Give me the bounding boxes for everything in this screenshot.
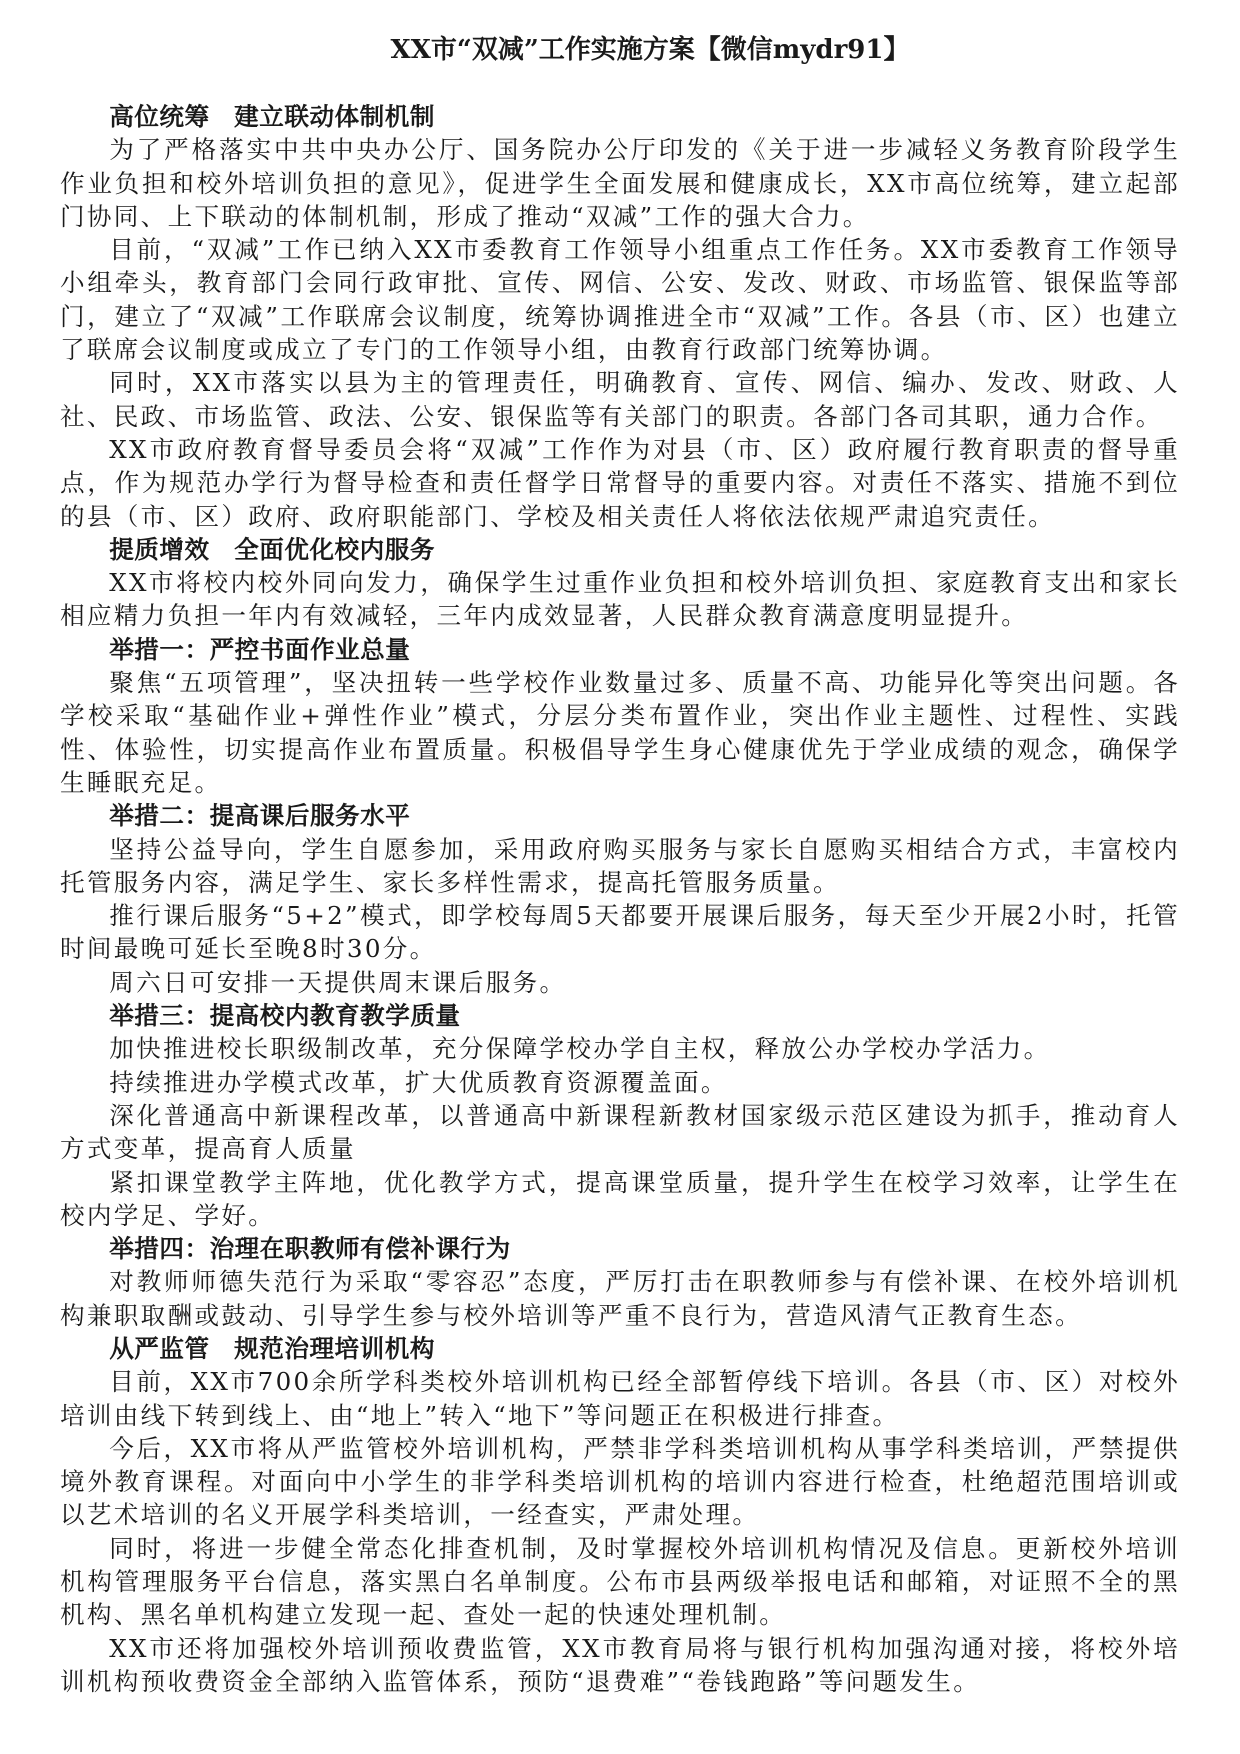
paragraph: 为了严格落实中共中央办公厅、国务院办公厅印发的《关于进一步减轻义务教育阶段学生作业负担和校外培训负担的意见》，促进学生全面发展和健康成长，XX市高位统筹，建立起部门协同、上下联动的体制机制，形成了推动“双减”工作的强大合力。 xyxy=(60,135,1180,231)
paragraph: 推行课后服务“5+2”模式，即学校每周5天都要开展课后服务，每天至少开展2小时，托管时间最晚可延长至晚8时30分。 xyxy=(60,901,1180,964)
paragraph: 对教师师德失范行为采取“零容忍”态度，严厉打击在职教师参与有偿补课、在校外培训机构兼职取酬或鼓动、引导学生参与校外培训等严重不良行为，营造风清气正教育生态。 xyxy=(60,1267,1180,1330)
paragraph: 目前，“双减”工作已纳入XX市委教育工作领导小组重点工作任务。XX市委教育工作领导小组牵头，教育部门会同行政审批、宣传、网信、公安、发改、财政、市场监管、银保监等部门，建立了“双减”工作联席会议制度，统筹协调推进全市“双减”工作。各县（市、区）也建立了联席会议制度或成立了专门的工作领导小组，由教育行政部门统筹协调。 xyxy=(60,235,1180,365)
paragraph: 聚焦“五项管理”，坚决扭转一些学校作业数量过多、质量不高、功能异化等突出问题。各学校采取“基础作业+弹性作业”模式，分层分类布置作业，突出作业主题性、过程性、实践性、体验性，切实提高作业布置质量。积极倡导学生身心健康优先于学业成绩的观念，确保学生睡眠充足。 xyxy=(60,668,1180,797)
paragraph: XX市将校内校外同向发力，确保学生过重作业负担和校外培训负担、家庭教育支出和家长相应精力负担一年内有效减轻，三年内成效显著，人民群众教育满意度明显提升。 xyxy=(60,568,1180,631)
paragraph: 深化普通高中新课程改革，以普通高中新课程新教材国家级示范区建设为抓手，推动育人方式变革，提高育人质量 xyxy=(60,1100,1180,1164)
paragraph: 同时，XX市落实以县为主的管理责任，明确教育、宣传、网信、编办、发改、财政、人社、民政、市场监管、政法、公安、银保监等有关部门的职责。各部门各司其职，通力合作。 xyxy=(60,368,1180,431)
paragraph: XX市还将加强校外培训预收费监管，XX市教育局将与银行机构加强沟通对接，将校外培训机构预收费资金全部纳入监管体系，预防“退费难”“卷钱跑路”等问题发生。 xyxy=(60,1633,1180,1696)
paragraph: 紧扣课堂教学主阵地，优化教学方式，提高课堂质量，提升学生在校学习效率，让学生在校内学足、学好。 xyxy=(60,1167,1180,1230)
heading-part-b: 建立联动体制机制 xyxy=(234,102,435,131)
measure-heading-2: 举措二：提高课后服务水平 xyxy=(109,801,411,831)
paragraph: 持续推进办学模式改革，扩大优质教育资源覆盖面。 xyxy=(109,1067,728,1097)
section-heading-3 xyxy=(60,1332,1180,1365)
section-heading-1 xyxy=(60,100,1180,133)
heading-part-b: 全面优化校内服务 xyxy=(234,534,435,564)
measure-heading-1: 举措一：严控书面作业总量 xyxy=(109,634,411,664)
document-page xyxy=(60,32,1180,1698)
measure-heading-3: 举措三：提高校内教育教学质量 xyxy=(109,1001,461,1031)
paragraph: 加快推进校长职级制改革，充分保障学校办学自主权，释放公办学校办学活力。 xyxy=(109,1034,1051,1064)
heading-part-b: 规范治理培训机构 xyxy=(234,1333,435,1363)
paragraph: 同时，将进一步健全常态化排查机制，及时掌握校外培训机构情况及信息。更新校外培训机构管理服务平台信息，落实黑白名单制度。公布市县两级举报电话和邮箱，对证照不全的黑机构、黑名单机构建立发现一起、查处一起的快速处理机制。 xyxy=(60,1533,1180,1630)
heading-part-a: 高位统筹 xyxy=(109,102,210,131)
paragraph: XX市政府教育督导委员会将“双减”工作作为对县（市、区）政府履行教育职责的督导重点，作为规范办学行为督导检查和责任督学日常督导的重要内容。对责任不落实、措施不到位的县（市、区）政府、政府职能部门、学校及相关责任人将依法依规严肃追究责任。 xyxy=(60,434,1180,531)
measure-heading-4: 举措四：治理在职教师有偿补课行为 xyxy=(109,1234,511,1264)
paragraph: 今后，XX市将从严监管校外培训机构，严禁非学科类培训机构从事学科类培训，严禁提供境外教育课程。对面向中小学生的非学科类培训机构的培训内容进行检查，杜绝超范围培训或以艺术培训的名义开展学科类培训，一经查实，严肃处理。 xyxy=(60,1433,1180,1530)
section-heading-2 xyxy=(60,533,1180,566)
paragraph: 目前，XX市700余所学科类校外培训机构已经全部暂停线下培训。各县（市、区）对校外培训由线下转到线上、由“地上”转入“地下”等问题正在积极进行排查。 xyxy=(60,1367,1180,1430)
heading-part-a: 从严监管 xyxy=(109,1333,210,1363)
paragraph: 周六日可安排一天提供周末课后服务。 xyxy=(109,967,567,997)
heading-part-a: 提质增效 xyxy=(109,534,210,564)
paragraph: 坚持公益导向，学生自愿参加，采用政府购买服务与家长自愿购买相结合方式，丰富校内托管服务内容，满足学生、家长多样性需求，提高托管服务质量。 xyxy=(60,834,1180,897)
document-title: XX市“双减”工作实施方案【微信mydr91】 xyxy=(390,35,910,65)
